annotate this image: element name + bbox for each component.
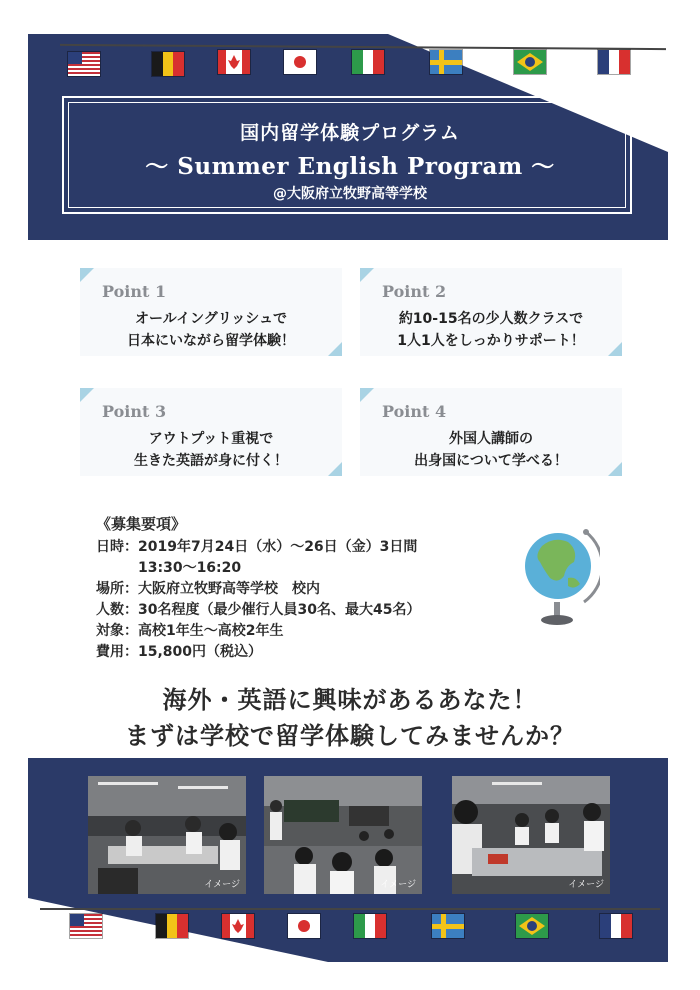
photo-caption: イメージ [568, 880, 604, 890]
details-heading: 《募集要項》 [96, 515, 187, 533]
italy-flag [354, 914, 386, 938]
photo-caption: イメージ [204, 880, 240, 890]
sweden-flag [430, 50, 462, 74]
program-subtitle: ～ Summer English Program ～ [145, 153, 555, 180]
detail-capacity: 人数：30名程度（最少催行人員30名、最大45名） [96, 602, 421, 618]
belgium-flag [152, 52, 184, 76]
recruitment-details [96, 514, 420, 663]
tagline-line-1: 海外・英語に興味があるあなた！ [162, 686, 538, 714]
globe-icon [520, 522, 600, 630]
tagline-line-2: まずは学校で留学体験してみませんか？ [125, 722, 575, 750]
classroom-photo-2 [264, 776, 422, 894]
sweden-flag [432, 914, 464, 938]
point-line: アウトプット重視で [148, 431, 274, 447]
point-line: 生きた英語が身に付く！ [134, 453, 288, 469]
point-line: オールイングリッシュで [135, 311, 287, 327]
detail-place: 場所：大阪府立牧野高等学校 校内 [96, 581, 320, 597]
photo-caption: イメージ [380, 880, 416, 890]
brazil-flag [516, 914, 548, 938]
point-heading: Point 3 [102, 402, 167, 421]
point-card-3 [80, 388, 342, 476]
japan-flag [284, 50, 316, 74]
france-flag [600, 914, 632, 938]
detail-fee: 費用：15,800円（税込） [96, 644, 263, 660]
france-flag [598, 50, 630, 74]
point-heading: Point 1 [102, 282, 167, 301]
point-line: 外国人講師の [449, 431, 533, 447]
usa-flag [70, 914, 102, 938]
point-card-1 [80, 268, 342, 356]
point-heading: Point 4 [382, 402, 447, 421]
point-line: 1人1人をしっかりサポート！ [397, 333, 585, 349]
japan-flag [288, 914, 320, 938]
canada-flag [222, 914, 254, 938]
brazil-flag [514, 50, 546, 74]
detail-time: 13:30～16:20 [96, 560, 242, 576]
detail-target: 対象：高校1年生～高校2年生 [96, 623, 284, 639]
point-card-2 [360, 268, 622, 356]
point-line: 日本にいながら留学体験！ [127, 333, 295, 349]
belgium-flag [156, 914, 188, 938]
classroom-photo-3 [452, 776, 610, 894]
canada-flag [218, 50, 250, 74]
detail-date: 日時：2019年7月24日（水）～26日（金）3日間 [96, 539, 418, 555]
point-line: 約10-15名の少人数クラスで [398, 311, 584, 327]
point-line: 出身国について学べる！ [414, 453, 568, 469]
point-heading: Point 2 [382, 282, 447, 301]
program-title: 国内留学体験プログラム [240, 122, 460, 144]
point-card-4 [360, 388, 622, 476]
classroom-photo-1 [88, 776, 246, 894]
usa-flag [68, 52, 100, 76]
program-venue: @大阪府立牧野高等学校 [273, 186, 427, 202]
italy-flag [352, 50, 384, 74]
